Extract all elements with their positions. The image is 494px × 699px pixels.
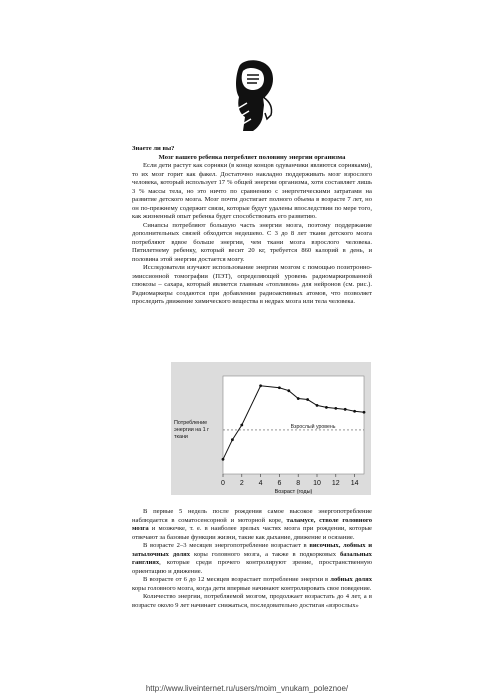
data-point (222, 458, 225, 461)
data-point (363, 411, 366, 414)
paragraph: В первые 5 недель после рождения самое высокое энергопотребление наблюдается в соматосенсорной и моторной коре, таламусе, стволе головного мозга и мозжечке, т. е. в наиболее зрелых частях мозга при рождении, которые отвечают за базовые функции жизни, такие как дыхание, движение и осязание. (132, 508, 372, 541)
paragraph: В возрасте 2–3 месяцев энергопотребление возрастает в височных, лобных и затылочных долях коры головного мозга, а также в подкорковых базальных ганглиях, которые среди прочего контролируют зрение, пространственную ориентацию и движение. (132, 542, 372, 575)
intro-section (132, 145, 372, 307)
energy-chart (171, 362, 371, 495)
data-point (306, 398, 309, 401)
x-tick-label: 12 (331, 480, 340, 487)
development-section (132, 508, 372, 610)
energy-chart-svg (171, 362, 371, 495)
x-tick-label: 0 (221, 480, 225, 487)
x-tick-label: 10 (313, 480, 321, 487)
y-axis-label: Потребление (174, 420, 208, 426)
x-tick-label: 4 (258, 480, 263, 487)
x-tick-label: 6 (277, 480, 282, 487)
x-tick-label: 2 (239, 480, 244, 487)
data-point (297, 397, 300, 400)
section-question: Знаете ли вы? (132, 145, 175, 152)
data-point (259, 384, 262, 387)
x-tick-label: 8 (296, 480, 301, 487)
adult-level-label: Взрослый уровень (290, 423, 336, 430)
data-point (240, 424, 243, 427)
data-point (287, 389, 290, 392)
x-axis-label: Возраст (годы) (274, 489, 313, 495)
y-axis-label: ткани (174, 434, 188, 440)
data-point (344, 408, 347, 411)
thinking-person-icon (233, 57, 279, 137)
paragraph: Синапсы потребляют большую часть энергии мозга, поэтому поддержание дополнительных связей обходится недешево. С 3 до 8 лет ткани детского мозга потребляют вдвое больше энергии, чем ткани мозга взрослого человека. Пятилетнему ребенку, который весит 20 кг, требуется 860 калорий в день, и половина этой энергии достается мозгу. (132, 221, 372, 263)
source-url[interactable]: http://www.liveinternet.ru/users/moim_vnukam_poleznoe/ (145, 684, 349, 693)
data-point (316, 404, 319, 407)
data-point (278, 386, 281, 389)
x-tick-label: 14 (350, 480, 359, 487)
y-axis-label: энергии на 1 г (174, 427, 210, 433)
data-point (353, 410, 356, 413)
data-point (325, 406, 328, 409)
paragraph: Если дети растут как сорняки (в конце концов одуванчики являются сорняками), то их мозг горит как факел. Достаточно накладно поддерживать мозг взрослого человека, который использует 17 % общей энергии организма, хотя составляет лишь 3 % массы тела, но это ничто по сравнению с энергетическими затратами на развитие детского мозга. Мозг почти достигает полного объема в возрасте 7 лет, но он по-прежнему содержит связи, которые будут удалены впоследствии по мере того, как жизненный опыт ребенка будет способствовать его развитию. (132, 162, 372, 220)
paragraph: Исследователи изучают использование энергии мозгом с помощью позитронно-эмиссионной томографии (ПЭТ), определяющей уровень радиомаркированной глюкозы – сахара, который является главным «топливом» для нейронов (см. рис.). Радиомаркеры создаются при добавлении радиоактивных атомов, что позволяет проследить движение химического вещества в недрах мозга или тела человека. (132, 264, 372, 305)
paragraph: Количество энергии, потребляемой мозгом, продолжает возрастать до 4 лет, а в возрасте около 9 лет начинает снижаться, последовательно достигая «взрослых» (132, 593, 372, 609)
section-title: Мозг вашего ребенка потребляет половину энергии организма (158, 153, 346, 161)
paragraph: В возрасте от 6 до 12 месяцев возрастает потребление энергии в лобных долях коры головного мозга, когда дети впервые начинают контролировать свое поведение. (132, 576, 372, 592)
data-point (231, 438, 234, 441)
data-point (334, 407, 337, 410)
